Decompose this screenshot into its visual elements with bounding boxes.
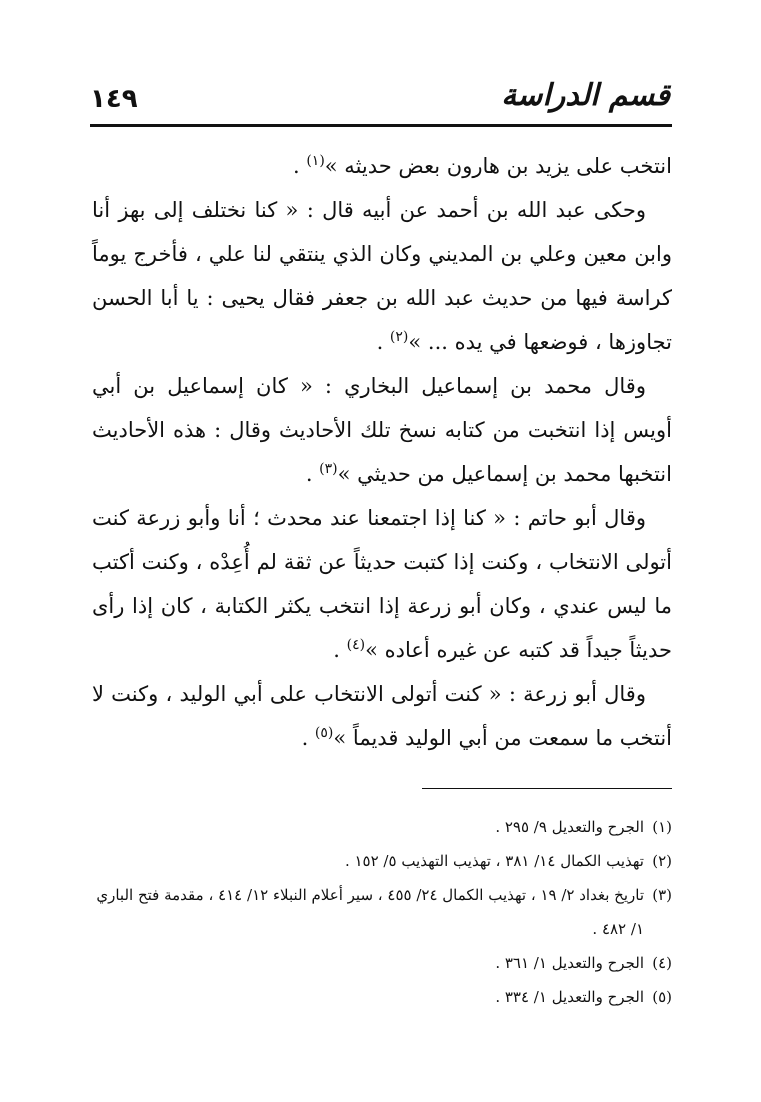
paragraph-3: وقال محمد بن إسماعيل البخاري : « كان إسماعيل بن أبي أويس إذا انتخبت من كتابه نسخ تلك الأحاديث وقال : هذه الأحاديث انتخبها محمد بن إسماعيل من حديثي »$^{(٣)}$ . [92,374,672,486]
note-reference-4: (٤) [346,637,366,653]
footnote-number: (٥) [652,988,672,1006]
page-header [90,78,670,126]
footnote-text: تهذيب الكمال ١٤/ ٣٨١ ، تهذيب التهذيب ٥/ ١٥٢ . [344,852,644,870]
paragraph-4: وقال أبو حاتم : « كنا إذا اجتمعنا عند محدث ؛ أنا وأبو زرعة كنت أتولى الانتخاب ، وكنت إذا كتبت حديثاً عن ثقة لم أُعِدْه ، وكنت أكتب ما ليس عندي ، وكان أبو زرعة إذا انتخب يكثر الكتابة ، كان إذا رأى حديثاً جيداً قد كتبه عن غيره أعاده »$^{(٤)}$ . [92,506,672,662]
footnotes [92,810,672,1014]
footnote-number: (٣) [652,886,672,904]
section-title: قسم الدراسة [501,78,670,113]
note-reference-2: (٢) [389,329,409,345]
footnote-4 [92,946,672,980]
footnote-2 [92,844,672,878]
footnote-text: تاريخ بغداد ٢/ ١٩ ، تهذيب الكمال ٢٤/ ٤٥٥ ، سير أعلام النبلاء ١٢/ ٤١٤ ، مقدمة فتح الباري ١/ ٤٨٢ . [96,886,644,938]
page-number: ١٤٩ [90,84,138,114]
paragraph-2: وحكى عبد الله بن أحمد عن أبيه قال : « كنا نختلف إلى بهز أنا وابن معين وعلي بن المديني وكان الذي ينتقي لنا علي ، فأخرج يوماً كراسة فيها من حديث عبد الله بن جعفر فقال يحيى : يا أبا الحسن تجاوزها ، فوضعها في يده ... »$^{(٢)}$ . [92,198,672,354]
footnote-number: (١) [652,818,672,836]
paragraph-5: وقال أبو زرعة : « كنت أتولى الانتخاب على أبي الوليد ، وكنت لا أنتخب ما سمعت من أبي الوليد قديماً »$^{(٥)}$ . [92,682,672,750]
footnote-text: الجرح والتعديل ٩/ ٢٩٥ . [495,818,644,836]
note-reference-3: (٣) [319,461,338,477]
footnote-5 [92,980,672,1014]
note-reference-1: (١) [306,153,325,169]
footnote-number: (٤) [652,954,672,972]
footnote-divider [422,788,672,789]
footnote-1 [92,810,672,844]
header-divider [90,124,672,127]
note-reference-5: (٥) [314,725,334,741]
footnote-text: الجرح والتعديل ١/ ٣٣٤ . [495,988,644,1006]
footnote-number: (٢) [652,852,672,870]
main-text [92,144,672,760]
footnote-3 [92,878,672,946]
footnote-text: الجرح والتعديل ١/ ٣٦١ . [495,954,644,972]
paragraph-1: انتخب على يزيد بن هارون بعض حديثه »$^{(١)}$ . [292,153,672,178]
